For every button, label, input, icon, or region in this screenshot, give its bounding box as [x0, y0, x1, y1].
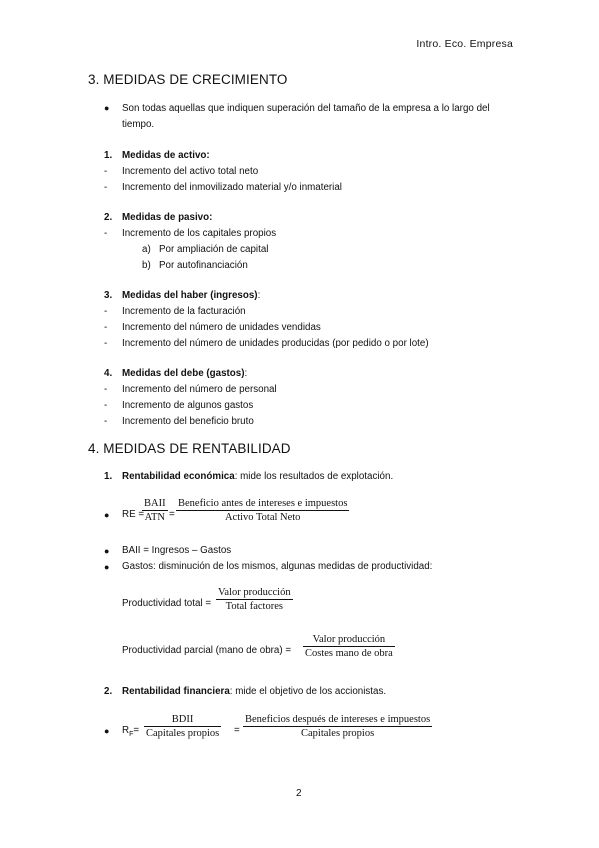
item-title-rentabilidad-economica: Rentabilidad económica: mide los resultados de explotación. — [122, 471, 394, 482]
fraction-denominator: Total factores — [225, 601, 283, 612]
sub-item-text: Por ampliación de capital — [159, 244, 269, 255]
equals-sign: = — [169, 509, 175, 520]
page-number: 2 — [296, 788, 302, 799]
section-3-heading: 3. MEDIDAS DE CRECIMIENTO — [88, 72, 288, 87]
fraction-numerator: Beneficios después de intereses e impuestos — [245, 714, 431, 725]
item-number: 4. — [104, 368, 113, 379]
bullet-baii: BAII = Ingresos – Gastos — [122, 545, 232, 556]
item-number: 2. — [104, 686, 113, 697]
item-number: 3. — [104, 290, 113, 301]
list-line: Incremento de los capitales propios — [122, 228, 277, 239]
running-header: Intro. Eco. Empresa — [416, 38, 513, 50]
bullet-dot-icon: ● — [104, 562, 110, 572]
productividad-total-fraction — [216, 587, 293, 612]
dash-marker-icon: - — [104, 166, 108, 177]
item-number: 1. — [104, 150, 113, 161]
rf-fraction-1 — [144, 714, 221, 739]
sub-item-label: a) — [142, 244, 151, 255]
equals-sign: = — [234, 725, 240, 736]
fraction-numerator: Valor producción — [312, 634, 386, 645]
dash-marker-icon: - — [104, 182, 108, 193]
re-fraction-1 — [142, 498, 168, 523]
productividad-parcial-fraction — [303, 634, 395, 659]
list-line: Incremento del número de unidades vendidas — [122, 322, 321, 333]
list-line: Incremento del beneficio bruto — [122, 416, 254, 427]
fraction-numerator: Beneficio antes de intereses e impuestos — [178, 498, 348, 509]
section-4-heading: 4. MEDIDAS DE RENTABILIDAD — [88, 441, 291, 456]
list-line: Incremento del número de personal — [122, 384, 277, 395]
fraction-denominator: Capitales propios — [300, 728, 375, 739]
item-number: 2. — [104, 212, 113, 223]
rf-fraction-2 — [243, 714, 432, 739]
list-line: Incremento del activo total neto — [122, 166, 259, 177]
dash-marker-icon: - — [104, 228, 108, 239]
re-fraction-2 — [176, 498, 349, 523]
dash-marker-icon: - — [104, 384, 108, 395]
fraction-denominator: Activo Total Neto — [224, 512, 301, 523]
item-title-activo: Medidas de activo: — [122, 150, 210, 161]
sub-item-label: b) — [142, 260, 151, 271]
fraction-denominator: Capitales propios — [146, 728, 220, 739]
bullet-dot-icon: ● — [104, 103, 110, 113]
list-line: Incremento de algunos gastos — [122, 400, 254, 411]
bullet-dot-icon: ● — [104, 510, 110, 520]
sub-item-text: Por autofinanciación — [159, 260, 248, 271]
item-title-rentabilidad-financiera: Rentabilidad financiera: mide el objetivo de los accionistas. — [122, 686, 387, 697]
item-title-pasivo: Medidas de pasivo: — [122, 212, 213, 223]
bullet-gastos: Gastos: disminución de los mismos, algunas medidas de productividad: — [122, 561, 433, 572]
item-title-haber: Medidas del haber (ingresos): — [122, 290, 261, 301]
intro-text-line-1: Son todas aquellas que indiquen superación del tamaño de la empresa a lo largo del — [122, 103, 490, 114]
fraction-denominator: Costes mano de obra — [305, 648, 393, 659]
re-formula-lhs: RE = — [122, 509, 145, 520]
item-title-debe: Medidas del debe (gastos): — [122, 368, 248, 379]
bullet-dot-icon: ● — [104, 546, 110, 556]
fraction-numerator: BDII — [171, 714, 194, 725]
list-line: Incremento del número de unidades producidas (por pedido o por lote) — [122, 338, 429, 349]
list-line: Incremento del inmovilizado material y/o inmaterial — [122, 182, 342, 193]
intro-text-line-2: tiempo. — [122, 119, 155, 130]
fraction-denominator: ATN — [144, 512, 165, 523]
rf-formula-lhs: $R_F=$ — [122, 725, 140, 738]
dash-marker-icon: - — [104, 338, 108, 349]
dash-marker-icon: - — [104, 306, 108, 317]
fraction-numerator: Valor producción — [218, 587, 291, 598]
dash-marker-icon: - — [104, 400, 108, 411]
fraction-numerator: BAII — [144, 498, 166, 509]
productividad-total-label: Productividad total = — [122, 598, 212, 609]
dash-marker-icon: - — [104, 322, 108, 333]
dash-marker-icon: - — [104, 416, 108, 427]
item-number: 1. — [104, 471, 113, 482]
list-line: Incremento de la facturación — [122, 306, 246, 317]
bullet-dot-icon: ● — [104, 726, 110, 736]
productividad-parcial-label: Productividad parcial (mano de obra) = — [122, 645, 292, 656]
